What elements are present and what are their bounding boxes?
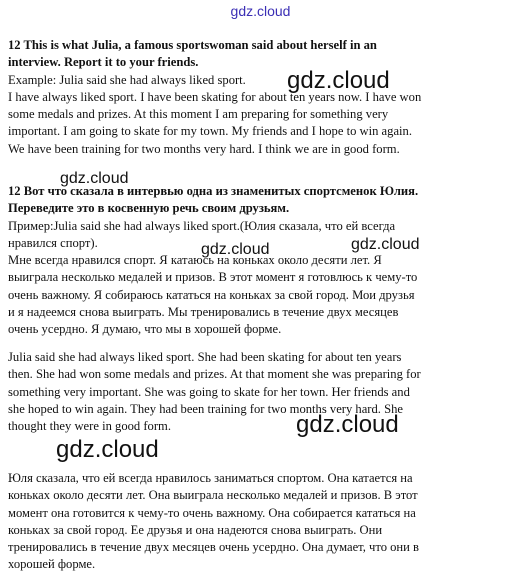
task-en-body-line: important. I am going to skate for my town. My friends and I hope to win again. <box>8 124 412 139</box>
task-ru-body-line: очень усердно. Я думаю, что мы в хорошей форме. <box>8 322 282 337</box>
answer-ru-line: момент она готовится к чему-то очень важному. Она собирается кататься на <box>8 505 416 520</box>
header-watermark: gdz.cloud <box>230 3 291 19</box>
answer-ru-line: Юля сказала, что ей всегда нравилось заниматься спортом. Она катается на <box>8 471 413 485</box>
task-ru-body-line: очень важному. Я собираюсь кататься на коньках за свой город. Мои друзья <box>8 287 415 302</box>
task-en-body-line: I have always liked sport. I have been skating for about ten years now. I have won <box>8 89 422 104</box>
task-en-heading-line: 12 This is what Julia, a famous sportswoman said about herself in an <box>8 38 377 52</box>
answer-ru-line: коньках за свой город. Ее друзья и она надеются снова выиграть. Они <box>8 522 383 537</box>
task-ru <box>8 183 514 339</box>
task-ru-body-line: Мне всегда нравился спорт. Я катаюсь на коньках около десяти лет. Я <box>8 253 382 268</box>
task-en-heading-line: interview. Report it to your friends. <box>8 55 199 70</box>
answer-en-line: thought they were in good form. <box>8 419 171 434</box>
watermark: gdz.cloud <box>351 236 420 253</box>
answer-ru-line: тренировались в течение двух месяцев очень усердно. Она думает, что они в <box>8 540 420 555</box>
task-en <box>8 37 514 158</box>
task-ru-example-line: нравился спорт). <box>8 235 98 250</box>
watermark: gdz.cloud <box>60 170 129 187</box>
task-en-body-line: We have been training for two months very hard. I think we are in good form. <box>8 141 400 156</box>
task-ru-example-line: Пример:Julia said she had always liked sport.(Юлия сказала, что ей всегда <box>8 218 396 233</box>
answer-en-line: Julia said she had always liked sport. She had been skating for about ten years <box>8 350 402 364</box>
answer-en-line: something very important. She was going to skate for her town. Her friends and <box>8 384 410 399</box>
task-ru-body-line: выиграла несколько медалей и призов. В этот момент я готовлюсь к чему-то <box>8 270 418 285</box>
watermark: gdz.cloud <box>56 436 159 463</box>
task-en-body-line: some medals and prizes. At this moment I am preparing for something very <box>8 107 389 122</box>
watermark: gdz.cloud <box>287 67 390 94</box>
task-ru-heading-line: Переведите это в косвенную речь своим друзьям. <box>8 201 290 216</box>
answer-ru-line: хорошей форме. <box>8 557 96 572</box>
watermark: gdz.cloud <box>296 411 399 438</box>
answer-ru <box>8 470 514 574</box>
task-ru-heading-line: 12 Вот что сказала в интервью одна из знаменитых спортсменок Юлия. <box>8 184 419 198</box>
task-ru-body-line: и я надеемся снова выиграть. Мы тренировались в течение двух месяцев <box>8 305 399 320</box>
answer-en-line: then. She had won some medals and prizes. At that moment she was preparing for <box>8 367 421 382</box>
watermark: gdz.cloud <box>201 241 270 258</box>
task-en-example: Example: Julia said she had always liked sport. <box>8 72 246 87</box>
answer-en-line: she hoped to win again. They had been training for two months very hard. She <box>8 401 403 416</box>
answer-en <box>8 349 514 435</box>
answer-ru-line: коньках около десяти лет. Она выиграла несколько медалей и призов. В этот <box>8 488 418 503</box>
